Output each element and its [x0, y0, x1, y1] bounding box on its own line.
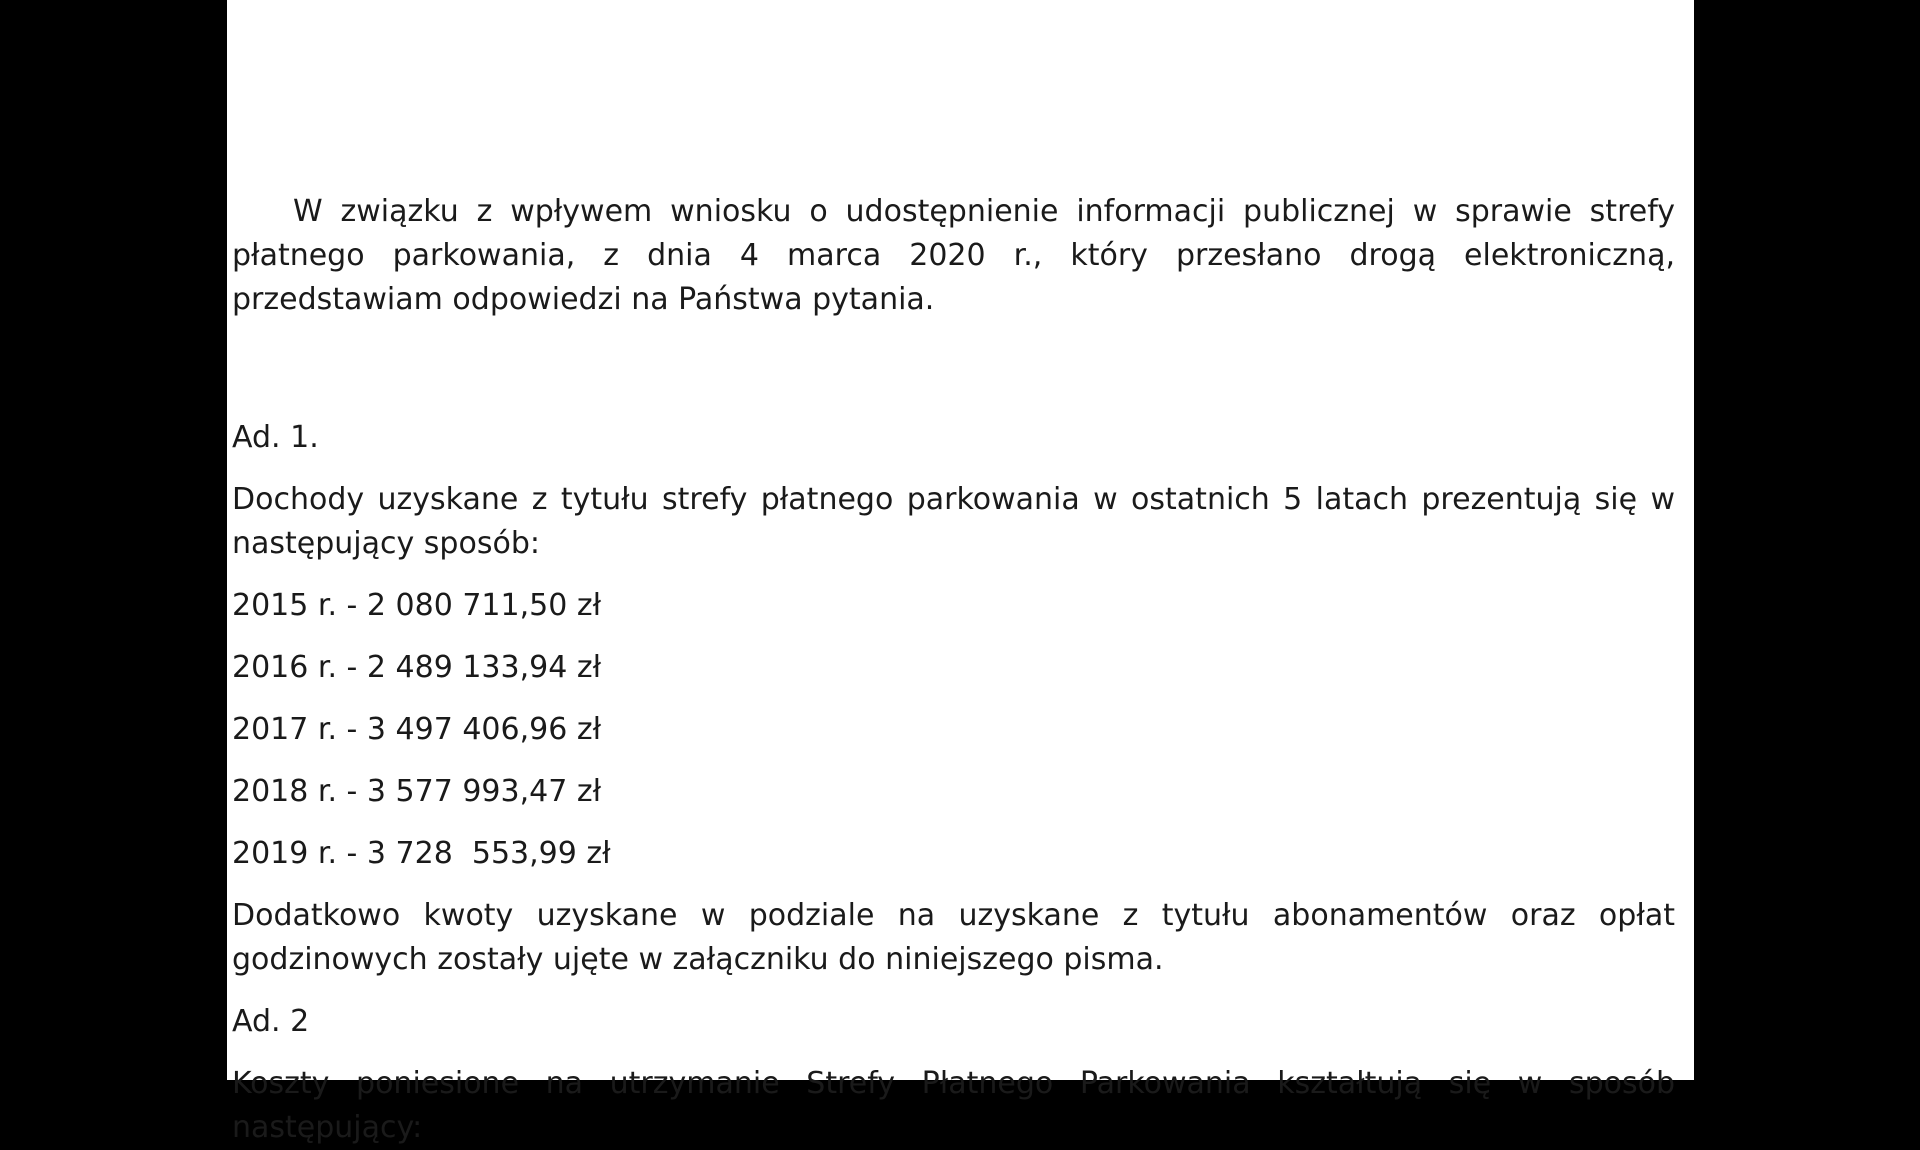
document-content: [232, 190, 1675, 1150]
income-item-2016: 2016 r. - 2 489 133,94 zł: [232, 650, 602, 685]
section1-paragraph: Dochody uzyskane z tytułu strefy płatnego parkowania w ostatnich 5 latach prezentują się w następujący sposób:: [232, 482, 1675, 561]
income-item-2017: 2017 r. - 3 497 406,96 zł: [232, 712, 602, 747]
income-item-2015: 2015 r. - 2 080 711,50 zł: [232, 588, 602, 623]
section-heading-ad2: Ad. 2: [232, 1004, 310, 1039]
income-item-2019: 2019 r. - 3 728 553,99 zł: [232, 836, 611, 871]
document-page[interactable]: [227, 0, 1694, 1145]
section-heading-ad1: Ad. 1.: [232, 420, 319, 455]
income-item-2018: 2018 r. - 3 577 993,47 zł: [232, 774, 602, 809]
intro-paragraph: W związku z wpływem wniosku o udostępnienie informacji publicznej w sprawie strefy płatnego parkowania, z dnia 4 marca 2020 r., który przesłano drogą elektroniczną, przedstawiam odpowiedzi na Państwa pytania.: [232, 194, 1675, 317]
section1-note: Dodatkowo kwoty uzyskane w podziale na uzyskane z tytułu abonamentów oraz opłat godzinowych zostały ujęte w załączniku do niniejszego pisma.: [232, 898, 1675, 977]
section2-paragraph-partial: Koszty poniesione na utrzymanie Strefy Płatnego Parkowania kształtują się w sposób następujący:: [232, 1066, 1675, 1145]
